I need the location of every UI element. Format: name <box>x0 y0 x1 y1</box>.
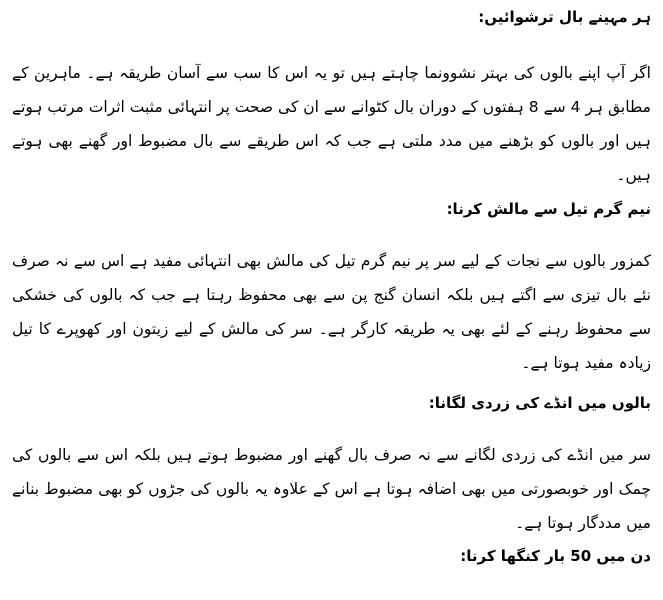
section-egg-yolk-body <box>12 438 651 540</box>
section-haircut-body <box>12 56 651 192</box>
section-heading: ہر مہینے بال ترشوائیں: <box>478 8 651 26</box>
section-oil-massage-body <box>12 244 651 380</box>
section-haircut <box>12 2 651 32</box>
section-oil-massage <box>12 194 651 224</box>
section-egg-yolk <box>12 388 651 418</box>
section-heading: بالوں میں انڈے کی زردی لگانا: <box>428 394 651 412</box>
section-heading: نیم گرم تیل سے مالش کرنا: <box>446 200 651 218</box>
section-heading: دن میں 50 بار کنگھا کرنا: <box>460 547 651 565</box>
section-combing <box>12 541 651 571</box>
section-paragraph: اگر آپ اپنے بالوں کی بہتر نشوونما چاہتے ہیں تو یہ اس کا سب سے آسان طریقہ ہے۔ ماہرین کے مطابق ہر 4 سے 8 ہفتوں کے دوران بال کٹوانے سے ان کی صحت پر انتہائی مثبت اثرات مرتب ہوتے ہیں اور بالوں کو بڑھنے میں مدد ملتی ہے جب کہ اس طریقے سے بال مضبوط اور گھنے بھی ہوتے ہیں۔ <box>12 64 651 184</box>
section-paragraph: کمزور بالوں سے نجات کے لیے سر پر نیم گرم تیل کی مالش بھی انتہائی مفید ہے اس سے نہ صرف نئے بال تیزی سے اگتے ہیں بلکہ انسان گنج پن سے بھی محفوظ رہتا ہے جب کہ بالوں کی خشکی سے محفوظ رہنے کے لئے بھی یہ طریقہ کارگر ہے۔ سر کی مالش کے لیے زیتون اور کھوپرے کا تیل زیادہ مفید ہوتا ہے۔ <box>12 252 651 372</box>
section-paragraph: سر میں انڈے کی زردی لگانے سے نہ صرف بال گھنے اور مضبوط ہوتے ہیں بلکہ اس سے بالوں کی چمک اور خوبصورتی میں بھی اضافہ ہوتا ہے اس کے علاوہ یہ بالوں کی جڑوں کو بھی مضبوط بنانے میں مددگار ہوتا ہے۔ <box>12 446 651 532</box>
